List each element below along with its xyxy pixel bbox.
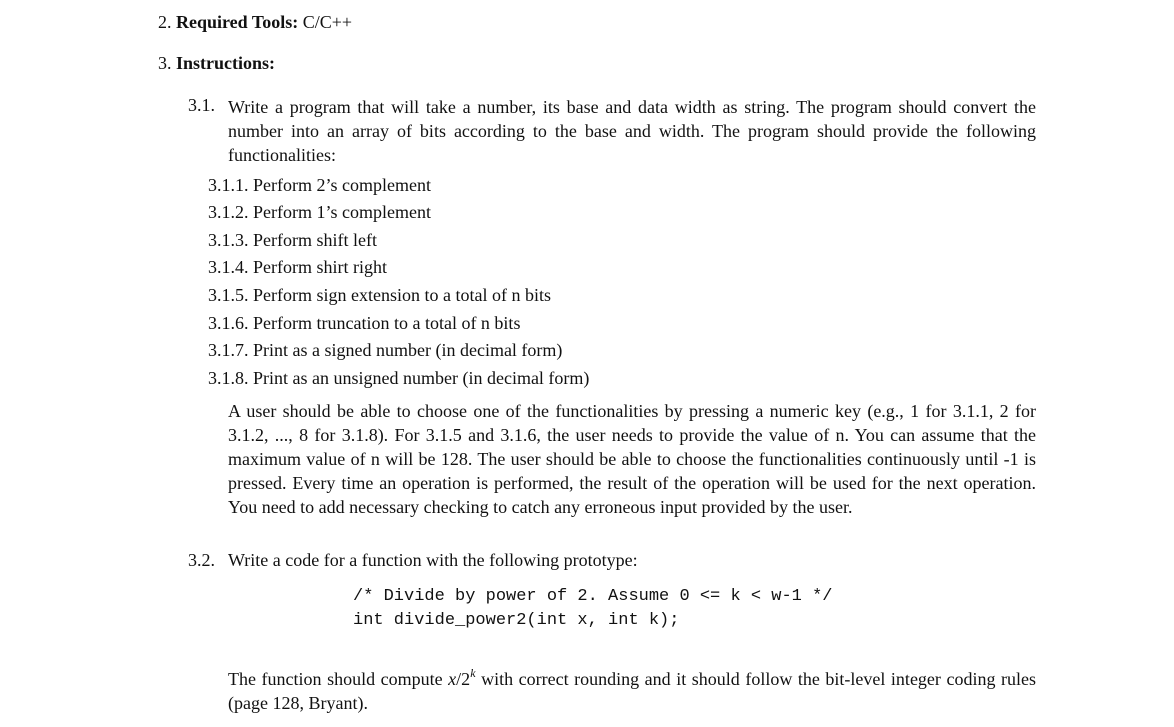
list-item-text: Perform sign extension to a total of n bits bbox=[253, 285, 551, 305]
list-item-number: 3.1.8. bbox=[208, 368, 249, 388]
list-item-text: Print as a signed number (in decimal form) bbox=[253, 340, 563, 360]
item-3-2-number: 3.2. bbox=[188, 550, 215, 570]
para-before-text: The function should compute bbox=[228, 669, 449, 689]
item-3-1-text: Write a program that will take a number, its base and data width as string. The program should convert the number into an array of bits according to the base and width. The program should provide the following functionalities: bbox=[228, 97, 1036, 165]
section-2-heading bbox=[158, 12, 352, 33]
list-item-text: Perform truncation to a total of n bits bbox=[253, 313, 521, 333]
list-item bbox=[208, 340, 562, 361]
math-x: x bbox=[448, 669, 457, 689]
list-item bbox=[208, 175, 431, 196]
section-3-heading bbox=[158, 53, 275, 74]
functionality-paragraph: A user should be able to choose one of the functionalities by pressing a numeric key (e.g., 1 for 3.1.1, 2 for 3.1.2, ..., 8 for 3.1.8). For 3.1.5 and 3.1.6, the user needs to provide the value of n. You can assume that the maximum value of n will be 128. The user should be able to choose the functionalities continuously until -1 is pressed. Every time an operation is performed, the result of the operation will be used for the next operation. You need to add necessary checking to catch any erroneous input provided by the user. bbox=[228, 401, 1036, 517]
list-item-number: 3.1.1. bbox=[208, 175, 249, 195]
list-item-text: Perform 2’s complement bbox=[253, 175, 431, 195]
list-item bbox=[208, 313, 520, 334]
list-item bbox=[208, 285, 551, 306]
list-item-text: Perform shirt right bbox=[253, 257, 387, 277]
list-item-text: Perform shift left bbox=[253, 230, 377, 250]
list-item bbox=[208, 368, 589, 389]
math-exponent-k: k bbox=[470, 666, 476, 680]
list-item-number: 3.1.2. bbox=[208, 202, 249, 222]
code-prototype-line: int divide_power2(int x, int k); bbox=[353, 611, 680, 630]
code-comment-line: /* Divide by power of 2. Assume 0 <= k < w-1 */ bbox=[353, 587, 833, 606]
list-item-text: Print as an unsigned number (in decimal form) bbox=[253, 368, 590, 388]
section-3-number: 3. bbox=[158, 53, 172, 73]
list-item bbox=[208, 230, 377, 251]
list-item-number: 3.1.7. bbox=[208, 340, 249, 360]
list-item bbox=[208, 257, 387, 278]
math-divisor: /2 bbox=[456, 669, 471, 689]
item-3-2-text: Write a code for a function with the following prototype: bbox=[228, 550, 638, 570]
list-item-text: Perform 1’s complement bbox=[253, 202, 431, 222]
para-after-text: with correct rounding and it should follow the bit-level integer coding rules (page 128, Bryant). bbox=[228, 669, 1036, 713]
list-item-number: 3.1.5. bbox=[208, 285, 249, 305]
list-item-number: 3.1.6. bbox=[208, 313, 249, 333]
list-item-number: 3.1.3. bbox=[208, 230, 249, 250]
list-item bbox=[208, 202, 431, 223]
section-3-label: Instructions: bbox=[176, 53, 276, 73]
section-2-number: 2. bbox=[158, 12, 172, 32]
function-description-paragraph bbox=[228, 667, 1036, 715]
list-item-number: 3.1.4. bbox=[208, 257, 249, 277]
section-2-value: C/C++ bbox=[302, 12, 353, 32]
item-3-1-number: 3.1. bbox=[188, 95, 215, 115]
section-2-label: Required Tools: bbox=[176, 12, 299, 32]
